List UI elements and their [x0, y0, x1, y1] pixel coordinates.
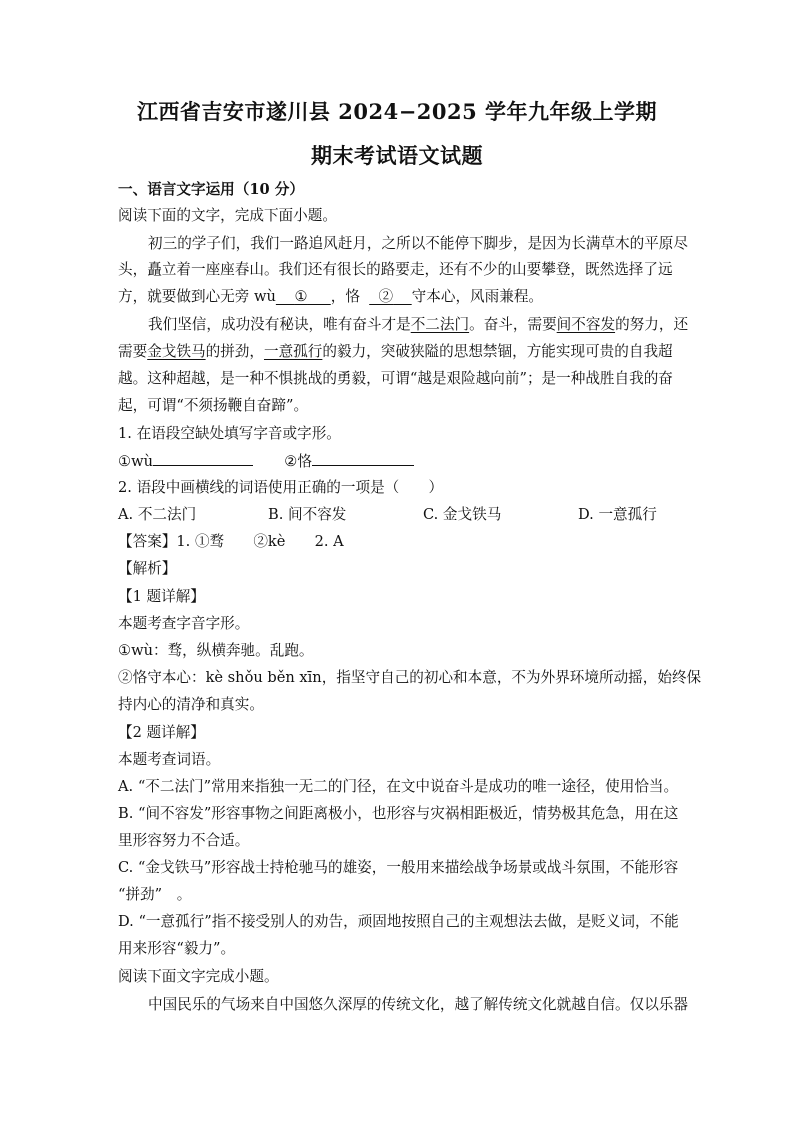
answer-blank-1[interactable]: [153, 451, 253, 466]
passage1-line: 初三的学子们，我们一路追风赶月，之所以不能停下脚步，是因为长满草木的平原尽: [148, 235, 688, 252]
q2-detail-c-cont: “拼劲” 。: [118, 886, 192, 903]
answer-text: 1. ①骛 ②kè 2. A: [176, 533, 344, 550]
underlined-term: 间不容发: [556, 316, 616, 333]
q1-detail-item2: ②恪守本心：kè shǒu běn xīn，指坚守自己的初心和本意，不为外界环境所动摇，始终保: [118, 669, 702, 686]
passage3-line: 中国民乐的气场来自中国悠久深厚的传统文化，越了解传统文化就越自信。仅以乐器: [148, 996, 688, 1013]
passage2-line: 需要金戈铁马的拼劲，一意孤行的毅力，突破狭隘的思想禁锢，方能实现可贵的自我超: [118, 343, 673, 360]
q1-detail-item2-cont: 持内心的清净和真实。: [118, 696, 264, 713]
answer-line: [118, 532, 344, 552]
q1-detail-item1: ①wù：骛，纵横奔驰。乱跑。: [118, 642, 314, 659]
q2-detail-label: 【2 题详解】: [118, 724, 205, 741]
exam-title-line2: 期末考试语文试题: [311, 143, 483, 168]
q1-detail-intro: 本题考查字音字形。: [118, 615, 250, 632]
blank-2: ②: [378, 288, 394, 305]
q2-detail-a: A. “不二法门”常用来指独一无二的门径，在文中说奋斗是成功的唯一途径，使用恰当。: [118, 778, 679, 795]
underlined-term: 一意孤行: [263, 343, 323, 360]
q2-detail-b-cont: 里形容努力不合适。: [118, 832, 250, 849]
answer-blank-2[interactable]: [312, 451, 414, 466]
q1-detail-label: 【1 题详解】: [118, 588, 205, 605]
section1-instruction: 阅读下面的文字，完成下面小题。: [118, 207, 337, 224]
q2-options: [118, 505, 678, 525]
passage2-line: 越。这种超越，是一种不惧挑战的勇毅，可谓“越是艰险越向前”；是一种战胜自我的奋: [118, 370, 673, 387]
underlined-term: 不二法门: [410, 316, 470, 333]
exam-title-line1: 江西省吉安市遂川县 2024−2025 学年九年级上学期: [136, 99, 658, 124]
q2-stem: 2. 语段中画横线的词语使用正确的一项是（ ）: [118, 479, 444, 496]
passage2-line: 起，可谓“不须扬鞭自奋蹄”。: [118, 397, 309, 414]
section2-instruction: 阅读下面文字完成小题。: [118, 968, 279, 985]
passage1-line-blanks: 方，就要做到心无旁 wù ① ，恪 ② 守本心，风雨兼程。: [118, 288, 544, 305]
analysis-label: 【解析】: [118, 560, 177, 577]
q2-detail-d-cont: 用来形容“毅力”。: [118, 940, 236, 957]
option-b[interactable]: B. 间不容发: [268, 506, 347, 523]
q1-stem: 1. 在语段空缺处填写字音或字形。: [118, 425, 341, 442]
q2-detail-intro: 本题考查词语。: [118, 751, 221, 768]
answer-label: 【答案】: [118, 533, 177, 550]
section1-heading: 一、语言文字运用（10 分）: [118, 181, 304, 198]
q2-detail-c: C. “金戈铁马”形容战士持枪驰马的雄姿，一般用来描绘战争场景或战斗氛围，不能形容: [118, 859, 679, 876]
underlined-term: 金戈铁马: [147, 343, 206, 360]
passage2-line: 我们坚信，成功没有秘诀，唯有奋斗才是不二法门。奋斗，需要间不容发的努力，还: [148, 316, 689, 333]
option-d[interactable]: D. 一意孤行: [578, 506, 657, 523]
q2-detail-d: D. “一意孤行”指不接受别人的劝告，顽固地按照自己的主观想法去做，是贬义词，不能: [118, 913, 679, 930]
option-c[interactable]: C. 金戈铁马: [423, 506, 502, 523]
passage1-line: 头，矗立着一座座春山。我们还有很长的路要走，还有不少的山要攀登，既然选择了远: [118, 261, 673, 278]
q1-blanks: ①wù ②恪: [118, 451, 414, 471]
q2-detail-b: B. “间不容发”形容事物之间距离极小，也形容与灾祸相距极近，情势极其危急，用在这: [118, 805, 679, 822]
option-a[interactable]: A. 不二法门: [118, 506, 197, 523]
blank-1: ①: [294, 288, 308, 305]
